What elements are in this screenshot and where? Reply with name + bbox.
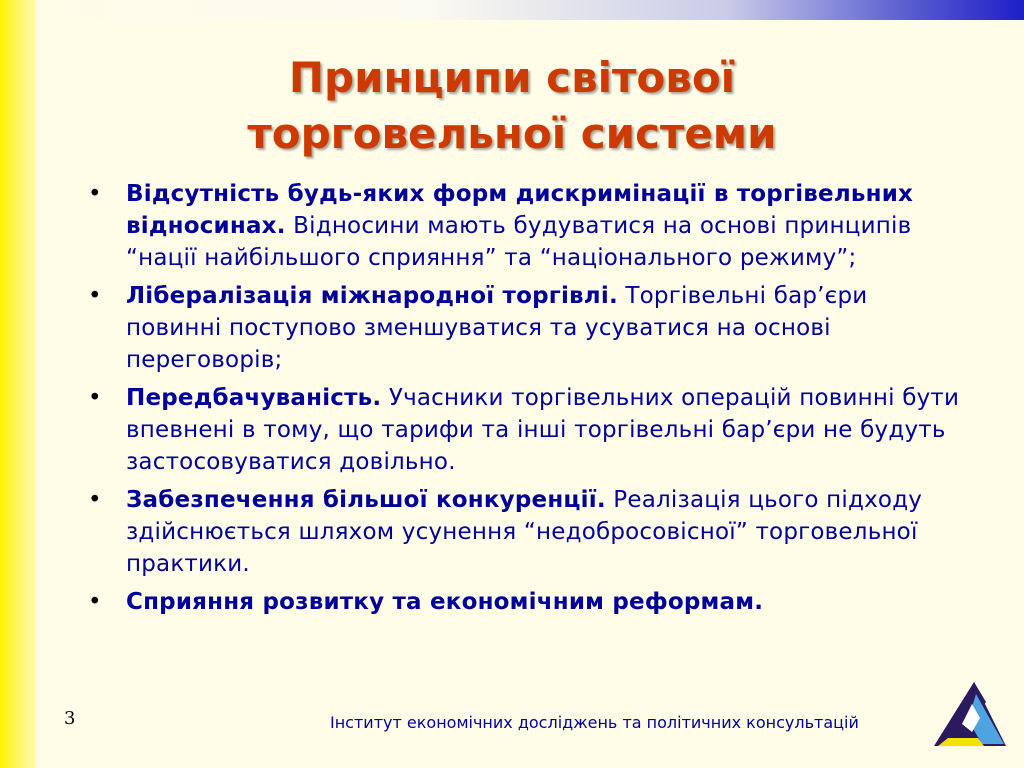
title-line-1: Принципи світової	[288, 53, 736, 102]
bullet-dot-icon: •	[88, 487, 102, 513]
top-gradient-band	[36, 0, 1024, 20]
bullet-text: Торгівельні бар’єри повинні поступово зменшуватися та усуватися на основі переговорів;	[126, 283, 868, 373]
bullet-heading: Лібералізація міжнародної торгівлі.	[126, 283, 618, 309]
bullet-heading: Передбачуваність.	[126, 385, 382, 411]
bullet-item	[88, 586, 968, 618]
bullet-heading: Забезпечення більшої конкуренції.	[126, 487, 606, 513]
bullet-dot-icon: •	[88, 283, 102, 309]
bullet-item	[88, 484, 968, 580]
bullet-heading: Сприяння розвитку та економічним реформам.	[126, 589, 764, 615]
bullet-text: Учасники торгівельних операцій повинні бути впевнені в тому, що тарифи та інші торгівельні бар’єри не будуть застосовуватися довільно.	[126, 385, 960, 475]
triangle-logo-icon	[928, 680, 1010, 750]
bullet-text: Відносини мають будуватися на основі принципів “нації найбільшого сприяння” та “національного режиму”;	[126, 213, 912, 271]
bullet-heading: Відсутність будь-яких форм дискримінації в торгівельних відносинах.	[126, 181, 914, 239]
bullet-item	[88, 178, 968, 274]
bullet-text: Реалізація цього підходу здійснюється шляхом усунення “недобросовісної” торговельної практики.	[126, 487, 923, 577]
slide-title	[36, 50, 988, 162]
left-gradient-band	[0, 0, 36, 768]
bullet-list	[88, 178, 968, 624]
bullet-item	[88, 280, 968, 376]
footer-institute: Інститут економічних досліджень та політичних консультацій	[330, 713, 859, 732]
bullet-item	[88, 382, 968, 478]
title-line-2: торговельної системи	[247, 109, 777, 158]
page-number: 3	[64, 708, 76, 729]
bullet-dot-icon: •	[88, 181, 102, 207]
bullet-dot-icon: •	[88, 589, 102, 615]
bullet-dot-icon: •	[88, 385, 102, 411]
